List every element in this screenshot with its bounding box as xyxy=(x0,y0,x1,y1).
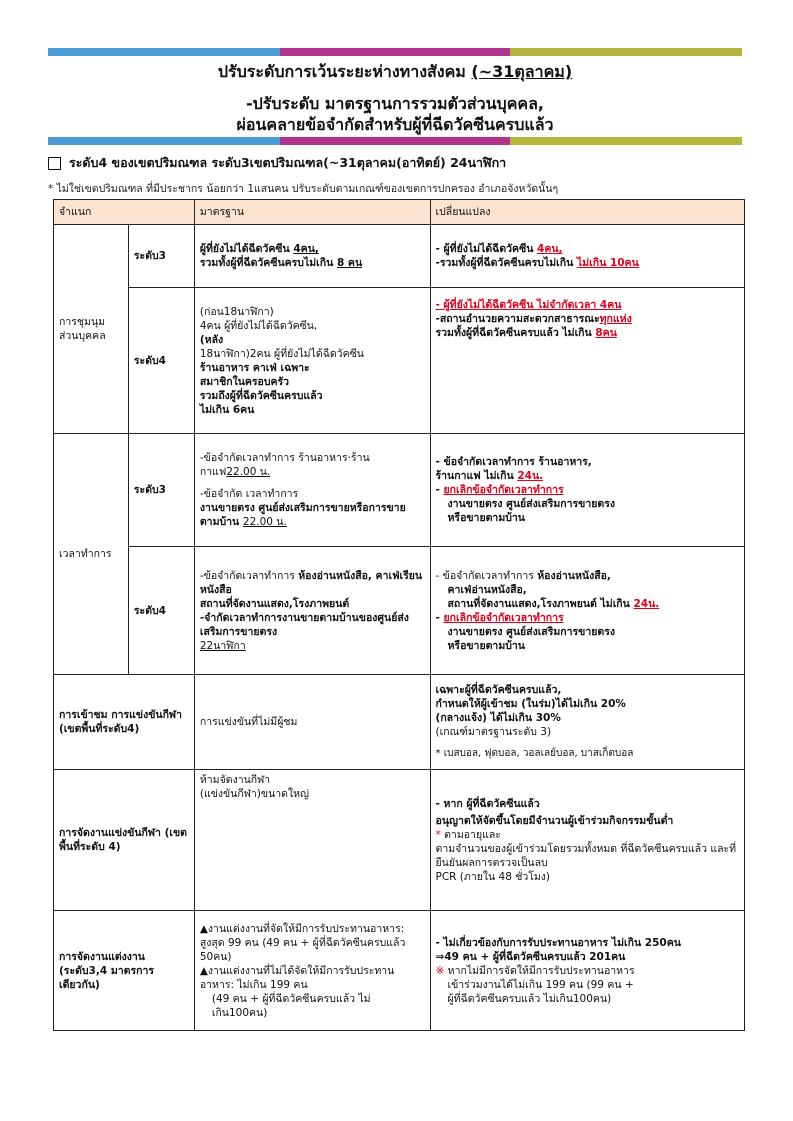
change-cell: - ข้อจำกัดเวลาทำการ ร้านอาหาร, ร้านกาแฟ ไม่เกิน 24น. - ยกเลิกข้อจำกัดเวลาทำการ งานขายตรง ศูนย์ส่งเสริมการขายตรง หรือขายตามบ้าน xyxy=(430,434,744,547)
checkbox-icon xyxy=(48,157,61,170)
table-row xyxy=(54,911,745,1031)
category-hours: เวลาทำการ xyxy=(54,434,129,675)
level-cell: ระดับ3 xyxy=(128,434,194,547)
standard-cell: การแข่งขันที่ไม่มีผู้ชม xyxy=(194,675,430,770)
level-text: ระดับ4 ของเขตปริมณฑล ระดับ3เขตปริมณฑล(~31ตุลาคม(อาทิตย์) 24นาฬิกา xyxy=(69,155,507,170)
change-cell: - ผู้ที่ยังไม่ได้ฉีดวัคซีน ไม่จำกัดเวลา 4คน -สถานอำนวยความสะดวกสาธารณะทุกแห่ง รวมทั้งผู้ที่ฉีดวัคซีนครบแล้ว ไม่เกิน 8คน xyxy=(430,288,744,434)
table-row xyxy=(54,675,745,770)
table-header-row xyxy=(54,200,745,225)
reference-mark-icon: ※ xyxy=(435,964,445,977)
page-title: ปรับระดับการเว้นระยะห่างทางสังคม (~31ตุลาคม) xyxy=(217,62,573,81)
bottom-color-bar xyxy=(48,137,742,145)
change-cell: - ผู้ที่ยังไม่ได้ฉีดวัคซีน 4คน, -รวมทั้งผู้ที่ฉีดวัคซีนครบไม่เกิน ไม่เกิน 10คน xyxy=(430,225,744,288)
asterisk-icon: * xyxy=(435,828,441,841)
change-cell: - ไม่เกี่ยวข้องกับการรับประทานอาหาร ไม่เกิน 250คน ⇒49 คน + ผู้ที่ฉีดวัคซีนครบแล้ว 201คน ※ หากไม่มีการจัดให้มีการรับประทานอาหาร เข้าร่วมงานได้ไม่เกิน 199 คน (99 คน + ผู้ที่ฉีดวัคซีนครบแล้ว ไม่เกิน100คน) xyxy=(430,911,744,1031)
top-color-bar xyxy=(48,48,742,56)
table-row xyxy=(54,288,745,434)
standard-cell: ▲งานแต่งงานที่จัดให้มีการรับประทานอาหาร: สูงสุด 99 คน (49 คน + ผู้ที่ฉีดวัคซีนครบแล้ว 50คน) ▲งานแต่งงานที่ไม่ได้จัดให้มีการรับประทานอาหาร: ไม่เกิน 199 คน (49 คน + ผู้ที่ฉีดวัคซีนครบแล้ว ไม่เกิน100คน) xyxy=(194,911,430,1031)
category-gathering: การชุมนุมส่วนบุคคล xyxy=(54,225,129,434)
table-row xyxy=(54,434,745,547)
standard-cell: -ข้อจำกัดเวลาทำการ ร้านอาหาร·ร้านกาแฟ22.00 น. -ข้อจำกัด เวลาทำการ งานขายตรง ศูนย์ส่งเสริมการขายหรือการขายตามบ้าน 22.00 น. xyxy=(194,434,430,547)
level-line xyxy=(48,153,506,173)
standard-cell: ห้ามจัดงานกีฬา (แข่งขันกีฬา)ขนาดใหญ่ xyxy=(194,770,430,911)
footnote: * ไม่ใช่เขตปริมณฑล ที่มีประชากร น้อยกว่า 1แสนคน ปรับระดับตามเกณฑ์ของเขตการปกครอง อำเภอจังหวัดนั้นๆ xyxy=(48,183,559,195)
header-category: จำแนก xyxy=(54,200,195,225)
header-standard: มาตรฐาน xyxy=(194,200,430,225)
table-row xyxy=(54,225,745,288)
standard-cell: (ก่อน18นาฬิกา) 4คน ผู้ที่ยังไม่ได้ฉีดวัคซีน, (หลัง 18นาฬิกา)2คน ผู้ที่ยังไม่ได้ฉีดวัคซีน ร้านอาหาร คาเฟ่ เฉพาะ สมาชิกในครอบครัว รวมถึงผู้ที่ฉีดวัคซีนครบแล้ว ไม่เกิน 6คน xyxy=(194,288,430,434)
category-sports-event: การจัดงานแข่งขันกีฬา (เขตพื้นที่ระดับ 4) xyxy=(54,770,195,911)
standard-cell: ผู้ที่ยังไม่ได้ฉีดวัคซีน 4คน, รวมทั้งผู้ที่ฉีดวัคซีนครบไม่เกิน 8 คน xyxy=(194,225,430,288)
subtitle-line-2: ผ่อนคลายข้อจำกัดสำหรับผู้ที่ฉีดวัคซีนครบแล้ว xyxy=(236,115,554,134)
change-cell: เฉพาะผู้ที่ฉีดวัคซีนครบแล้ว, กำหนดให้ผู้เข้าชม (ในร่ม)ได้ไม่เกิน 20% (กลางแจ้ง) ได้ไม่เกิน 30% (เกณฑ์มาตรฐานระดับ 3) * เบสบอล, ฟุตบอล, วอลเลย์บอล, บาสเก็ตบอล xyxy=(430,675,744,770)
category-sports-watch: การเข้าชม การแข่งขันกีฬา (เขตพื้นที่ระดับ4) xyxy=(54,675,195,770)
level-cell: ระดับ4 xyxy=(128,288,194,434)
level-cell: ระดับ3 xyxy=(128,225,194,288)
category-wedding: การจัดงานแต่งงาน (ระดับ3,4 มาตรการเดียวกัน) xyxy=(54,911,195,1031)
subtitle-line-1: -ปรับระดับ มาตรฐานการรวมตัวส่วนบุคคล, xyxy=(245,94,544,113)
level-cell: ระดับ4 xyxy=(128,547,194,675)
header-change: เปลี่ยนแปลง xyxy=(430,200,744,225)
table-row xyxy=(54,770,745,911)
measures-table xyxy=(53,199,745,1031)
change-cell: - หาก ผู้ที่ฉีดวัคซีนแล้ว อนุญาตให้จัดขึ้นโดยมีจำนวนผู้เข้าร่วมกิจกรรมขั้นต่ำ * ตามอายุและ ตามจำนวนของผู้เข้าร่วมโดยรวมทั้งหมด ที่ฉีดวัคซีนครบแล้ว และที่ยืนยันผลการตรวจเป็นลบ PCR (ภายใน 48 ชั่วโมง) xyxy=(430,770,744,911)
change-cell: - ข้อจำกัดเวลาทำการ ห้องอ่านหนังสือ, คาเฟ่อ่านหนังสือ, สถานที่จัดงานแสดง,โรงภาพยนต์ ไม่เกิน 24น. - ยกเลิกข้อจำกัดเวลาทำการ งานขายตรง ศูนย์ส่งเสริมการขายตรง หรือขายตามบ้าน xyxy=(430,547,744,675)
standard-cell: -ข้อจำกัดเวลาทำการ ห้องอ่านหนังสือ, คาเฟ่เรียนหนังสือ สถานที่จัดงานแสดง,โรงภาพยนต์ -จำกัดเวลาทำการงานขายตามบ้านของศูนย์ส่งเสริมการขายตรง 22นาฬิกา xyxy=(194,547,430,675)
table-row xyxy=(54,547,745,675)
